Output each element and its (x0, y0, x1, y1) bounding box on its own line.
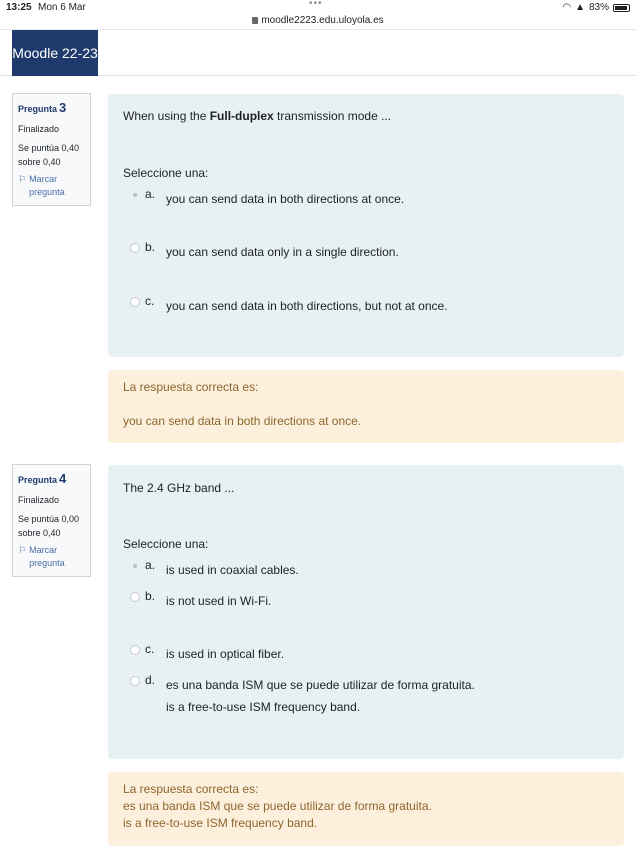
wifi-icon: ◠ (562, 2, 572, 13)
answer-text: you can send data in both directions at once. (166, 192, 405, 206)
flag-question-link[interactable] (18, 173, 85, 199)
question-formulation (108, 94, 624, 357)
correct-answer-feedback (108, 370, 624, 443)
flag-question-link[interactable] (18, 544, 85, 570)
address-bar[interactable] (0, 15, 636, 26)
grade-line: Se puntúa 0,40 (18, 143, 80, 153)
question-grade (18, 512, 85, 540)
question-number: 4 (59, 471, 67, 486)
question-label: Pregunta (18, 475, 58, 485)
answer-text: is not used in Wi-Fi. (166, 594, 272, 608)
flag-label: Marcar (29, 174, 58, 184)
flag-icon: ⚐ (18, 545, 27, 555)
status-bar (0, 0, 636, 30)
question-state: Finalizado (18, 495, 60, 505)
flag-label: pregunta (29, 187, 65, 197)
question-grade (18, 141, 85, 169)
feedback-title: La respuesta correcta es: (123, 380, 259, 394)
answer-text-secondary: is a free-to-use ISM frequency band. (166, 700, 361, 714)
flag-label: Marcar (29, 545, 58, 555)
radio-button[interactable] (130, 645, 140, 655)
answer-text: you can send data in both directions, but not at once. (166, 299, 448, 313)
graduation-cap-icon: ▲ (575, 2, 585, 13)
answer-letter: a. (145, 187, 156, 201)
question-info (12, 93, 91, 206)
radio-button[interactable] (130, 190, 140, 200)
feedback-title: La respuesta correcta es: (123, 782, 259, 796)
question-number: 3 (59, 100, 67, 115)
site-brand[interactable]: Moodle 22-23 (12, 30, 98, 76)
answer-text: is used in coaxial cables. (166, 563, 299, 577)
feedback-answer: is a free-to-use ISM frequency band. (123, 816, 318, 830)
answer-prompt: Seleccione una: (123, 166, 209, 180)
question-text: The 2.4 GHz band ... (123, 481, 235, 495)
lock-icon (252, 17, 258, 24)
answer-letter: d. (145, 673, 156, 687)
question-formulation (108, 465, 624, 759)
status-date: Mon 6 Mar (38, 2, 86, 13)
navbar (0, 30, 636, 76)
radio-button[interactable] (130, 243, 140, 253)
battery-percent: 83% (588, 2, 609, 13)
flag-label: pregunta (29, 558, 65, 568)
status-time: 13:25 (6, 2, 32, 13)
answer-text: is used in optical fiber. (166, 647, 285, 661)
answer-letter: a. (145, 558, 156, 572)
more-dots-icon[interactable]: ••• (309, 0, 323, 9)
answer-letter: b. (145, 589, 156, 603)
feedback-answer: you can send data in both directions at once. (123, 414, 362, 428)
grade-line: sobre 0,40 (18, 528, 61, 538)
status-right (562, 2, 630, 13)
battery-icon (613, 4, 630, 12)
answer-prompt: Seleccione una: (123, 537, 209, 551)
answer-letter: c. (145, 642, 155, 656)
question-label: Pregunta (18, 104, 58, 114)
radio-button[interactable] (130, 561, 140, 571)
grade-line: sobre 0,40 (18, 157, 61, 167)
address-url: moodle2223.edu.uloyola.es (261, 15, 384, 26)
correct-answer-feedback (108, 772, 624, 846)
question-state: Finalizado (18, 124, 60, 134)
question-text: When using the Full-duplex transmission mode ... (123, 109, 392, 123)
flag-icon: ⚐ (18, 174, 27, 184)
grade-line: Se puntúa 0,00 (18, 514, 80, 524)
answer-letter: c. (145, 294, 155, 308)
answer-text: you can send data only in a single direction. (166, 245, 399, 259)
radio-button[interactable] (130, 592, 140, 602)
radio-button[interactable] (130, 676, 140, 686)
answer-text: es una banda ISM que se puede utilizar de forma gratuita. (166, 678, 475, 692)
feedback-answer: es una banda ISM que se puede utilizar de forma gratuita. (123, 799, 432, 813)
answer-letter: b. (145, 240, 156, 254)
question-info (12, 464, 91, 577)
radio-button[interactable] (130, 297, 140, 307)
